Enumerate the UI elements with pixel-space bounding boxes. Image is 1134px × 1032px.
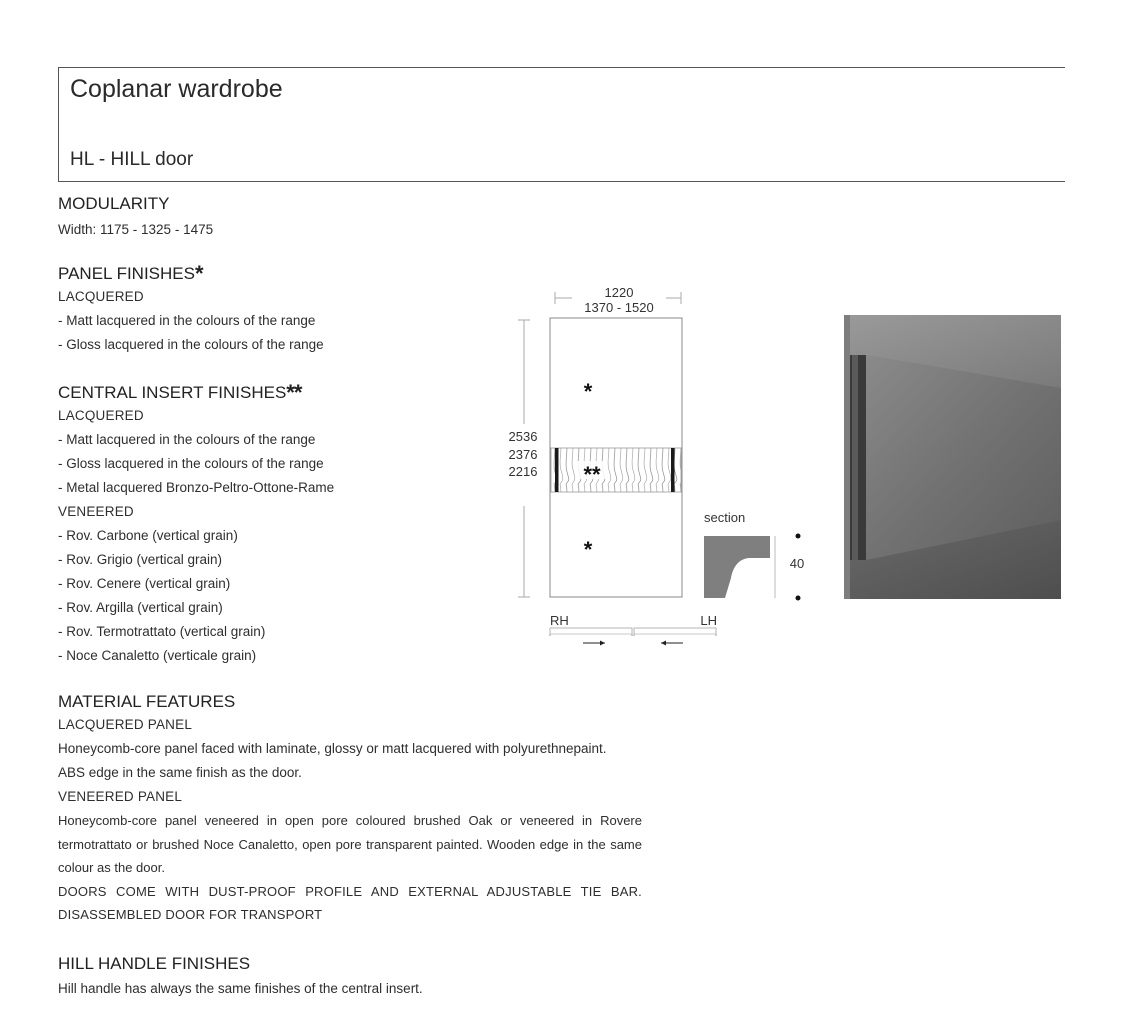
width-value-top: 1220 — [604, 285, 634, 300]
veneered-panel-text-3: colour as the door. — [58, 860, 165, 875]
lh-door-plan — [634, 628, 716, 636]
list-item: - Metal lacquered Bronzo-Peltro-Ottone-Rame — [58, 480, 335, 495]
panel-finishes-stars: * — [194, 261, 203, 286]
central-insert — [551, 448, 681, 492]
lacquered-panel-label: LACQUERED PANEL — [58, 717, 193, 732]
panel-star-top: * — [583, 379, 593, 404]
list-item: - Matt lacquered in the colours of the range — [58, 432, 316, 447]
lh-door-plan-body — [634, 628, 716, 634]
modularity-width: Width: 1175 - 1325 - 1475 — [58, 222, 214, 237]
list-item: - Rov. Carbone (vertical grain) — [58, 528, 238, 543]
list-item: - Rov. Termotrattato (vertical grain) — [58, 624, 266, 639]
panel-star-bottom: * — [583, 537, 593, 562]
door-technical-drawing — [500, 280, 830, 660]
rh-door-plan-body — [550, 628, 632, 634]
header-box — [58, 67, 1065, 182]
height-value: 2536 — [508, 429, 538, 444]
width-value-bottom: 1370 - 1520 — [584, 300, 654, 315]
lacquered-panel-edge: ABS edge in the same finish as the door. — [58, 765, 302, 780]
list-item: - Rov. Cenere (vertical grain) — [58, 576, 231, 591]
section-dimension-dot-top — [796, 534, 801, 539]
handle-title: HILL HANDLE FINISHES — [58, 954, 251, 973]
list-item: - Matt lacquered in the colours of the range — [58, 313, 316, 328]
veneered-panel-text-1: Honeycomb-core panel veneered in open pore coloured brushed Oak or veneered in Rovere — [58, 813, 642, 828]
veneered-panel-text-2: termotrattato or brushed Noce Canaletto, open pore transparent painted. Wooden edge in the same — [58, 836, 642, 852]
doors-text-1: DOORS COME WITH DUST-PROOF PROFILE AND EXTERNAL ADJUSTABLE TIE BAR. — [58, 883, 642, 899]
modularity-title: MODULARITY — [58, 194, 170, 213]
material-features-section — [58, 692, 642, 927]
rh-door-plan — [550, 628, 632, 636]
handle-section — [58, 954, 648, 1001]
section-label: section — [704, 510, 746, 525]
modularity-section — [58, 194, 648, 242]
height-value: 2376 — [508, 447, 538, 462]
door-edge — [844, 315, 850, 599]
insert-star: ** — [583, 462, 601, 487]
list-item: - Rov. Grigio (vertical grain) — [58, 552, 223, 567]
page-title: Coplanar wardrobe — [70, 75, 283, 103]
veneered-panel-label: VENEERED PANEL — [58, 789, 183, 804]
handle-detail-illustration — [844, 315, 1061, 599]
central-insert-title-text: CENTRAL INSERT FINISHES — [58, 383, 287, 402]
handle-bar-left — [555, 448, 559, 492]
handle-bar-right — [671, 448, 675, 492]
list-item: - Gloss lacquered in the colours of the range — [58, 337, 324, 352]
handle-highlight — [852, 355, 858, 560]
section-value: 40 — [789, 556, 805, 571]
list-item: LACQUERED — [58, 289, 144, 304]
section-dimension-dot-bottom — [796, 596, 801, 601]
lacquered-panel-text: Honeycomb-core panel faced with laminate, glossy or matt lacquered with polyurethnepaint. — [58, 741, 607, 756]
rh-arrow-head — [600, 641, 605, 646]
list-item: - Rov. Argilla (vertical grain) — [58, 600, 223, 615]
page-subtitle: HL - HILL door — [70, 149, 194, 170]
height-value: 2216 — [508, 464, 538, 479]
rh-label: RH — [550, 613, 569, 628]
lh-label: LH — [700, 613, 717, 628]
lh-arrow-head — [661, 641, 666, 646]
list-item: - Noce Canaletto (verticale grain) — [58, 648, 257, 663]
list-item: LACQUERED — [58, 408, 144, 423]
list-item: VENEERED — [58, 504, 134, 519]
section-profile — [704, 536, 770, 598]
doors-text-2: DISASSEMBLED DOOR FOR TRANSPORT — [58, 907, 323, 922]
list-item: - Gloss lacquered in the colours of the range — [58, 456, 324, 471]
handle-text: Hill handle has always the same finishes of the central insert. — [58, 981, 423, 996]
panel-finishes-title-text: PANEL FINISHES — [58, 264, 195, 283]
central-insert-stars: ** — [286, 380, 302, 405]
material-features-title: MATERIAL FEATURES — [58, 692, 236, 711]
handle-detail-photo — [844, 315, 1061, 599]
